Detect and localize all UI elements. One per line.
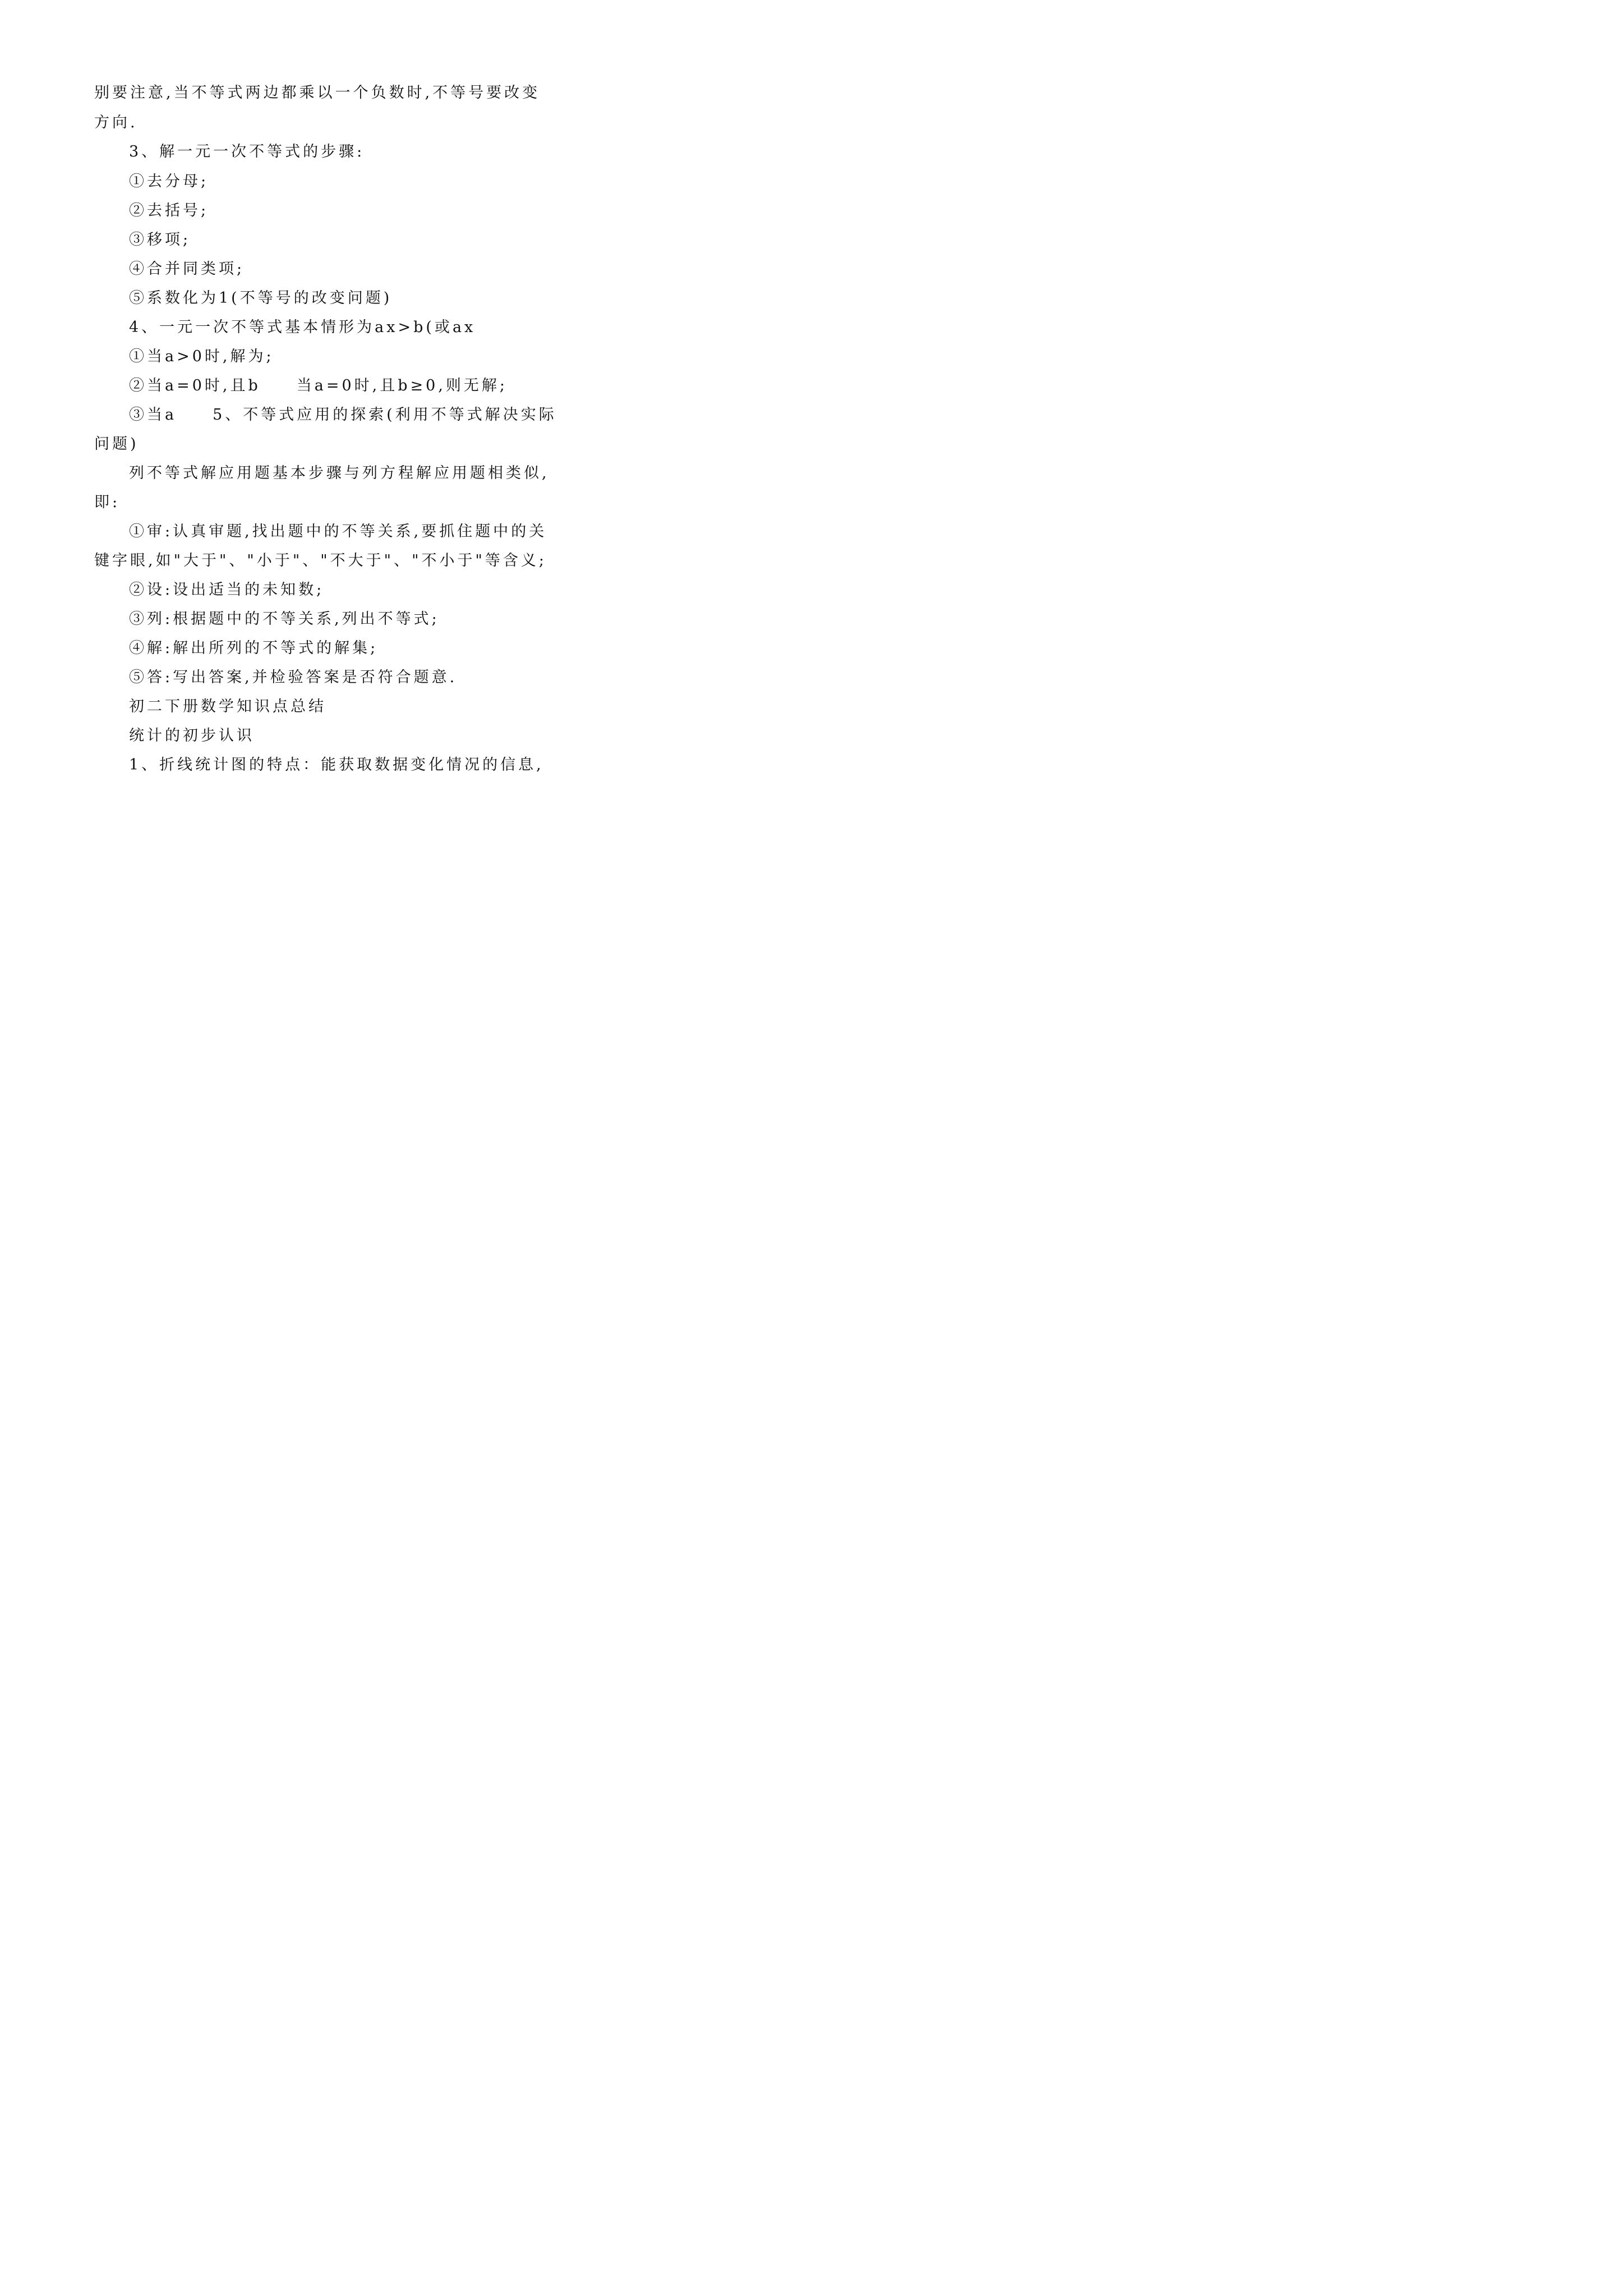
list-item: ①去分母; [129, 173, 209, 190]
text-line: 键字眼,如"大于"、"小于"、"不大于"、"不小于"等含义; [94, 552, 547, 569]
list-item: ④解:解出所列的不等式的解集; [129, 639, 379, 657]
list-item: ②设:设出适当的未知数; [129, 581, 325, 599]
list-item: ①当a>0时,解为; [129, 348, 274, 365]
list-item: ③移项; [129, 231, 191, 249]
text-line: 问题) [94, 435, 139, 453]
list-item: ②当a=0时,且b 当a=0时,且b≥0,则无解; [129, 377, 508, 394]
text-line: 别要注意,当不等式两边都乘以一个负数时,不等号要改变 [94, 84, 541, 102]
list-item: ⑤答:写出答案,并检验答案是否符合题意. [129, 669, 458, 686]
text-line: 即: [94, 494, 121, 511]
section-title: 初二下册数学知识点总结 [129, 698, 326, 715]
list-item: ⑤系数化为1(不等号的改变问题) [129, 289, 393, 307]
text-line: 列不等式解应用题基本步骤与列方程解应用题相类似, [129, 464, 550, 482]
list-item: ①审:认真审题,找出题中的不等关系,要抓住题中的关 [129, 523, 547, 540]
section-heading: 1、折线统计图的特点：能获取数据变化情况的信息, [129, 756, 544, 774]
list-item: ③列:根据题中的不等关系,列出不等式; [129, 610, 440, 628]
section-heading: 3、解一元一次不等式的步骤: [129, 143, 365, 160]
section-heading: 4、一元一次不等式基本情形为ax>b(或ax [129, 319, 476, 336]
list-item: ③当a 5、不等式应用的探索(利用不等式解决实际 [129, 406, 557, 424]
list-item: ④合并同类项; [129, 260, 245, 278]
list-item: ②去括号; [129, 202, 209, 219]
document-page [0, 0, 619, 875]
text-line: 方向. [94, 114, 138, 131]
section-title: 统计的初步认识 [129, 727, 255, 744]
